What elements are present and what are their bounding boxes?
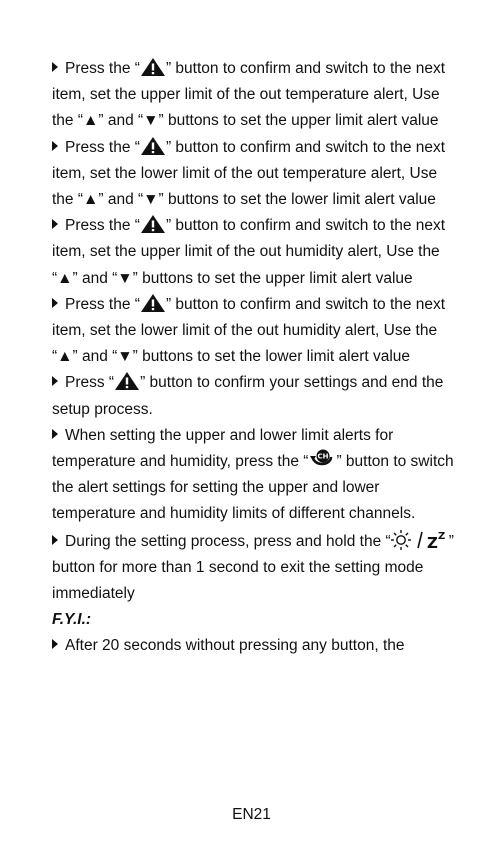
light-snooze-icon (391, 528, 449, 550)
bullet-icon (52, 62, 58, 72)
bullet-icon (52, 376, 58, 386)
bullet-icon (52, 219, 58, 229)
channel-cycle-icon (308, 449, 336, 471)
step-exit-setting (52, 528, 457, 608)
alert-triangle-icon (140, 214, 166, 234)
snooze-z-small: Z (437, 530, 445, 542)
step-lower-humidity (52, 292, 457, 371)
step-text-pre: During the setting process, press and hold the “ (65, 532, 391, 550)
step-text-post: ” button to confirm and switch to the next item, set the lower limit of the out temperature alert, Use the “▲” and “▼” buttons to set the lower limit alert value (52, 138, 446, 209)
step-text-pre: When setting the upper and lower limit alerts for temperature and humidity, press the “ (52, 426, 394, 471)
step-text-post: ” button to confirm and switch to the next item, set the upper limit of the out humidity alert, Use the “▲” and “▼” buttons to set the upper limit alert value (52, 217, 446, 287)
bullet-icon (52, 429, 58, 439)
bullet-icon (52, 639, 58, 649)
alert-triangle-icon (140, 293, 166, 313)
alert-triangle-icon (140, 136, 166, 156)
step-text-pre: Press “ (65, 374, 115, 392)
page-number: EN21 (232, 806, 271, 823)
bullet-icon (52, 535, 58, 545)
channel-label: CH (317, 452, 329, 461)
instruction-page (52, 56, 457, 660)
fyi-label: F.Y.I.: (52, 611, 92, 629)
alert-triangle-icon (114, 371, 140, 391)
step-upper-temp (52, 56, 457, 135)
step-lower-temp (52, 135, 457, 214)
step-text-pre: Press the “ (65, 138, 140, 156)
bullet-icon (52, 141, 58, 151)
step-text-pre: Press the “ (65, 295, 140, 313)
fyi-note (52, 633, 457, 659)
step-text-pre: Press the “ (65, 217, 140, 235)
fyi-text: After 20 seconds without pressing any button, the (65, 637, 405, 655)
step-upper-humidity (52, 213, 457, 292)
step-text-post: ” button to confirm and switch to the next item, set the upper limit of the out temperature alert, Use the “▲” and “▼” buttons to set the upper limit alert value (52, 60, 446, 130)
step-text-post: ” button to confirm your settings and end the setup process. (52, 374, 444, 418)
step-confirm-end (52, 370, 457, 422)
snooze-z-large: Z (426, 533, 438, 550)
step-channel-switch (52, 423, 457, 528)
step-text-post: ” button to switch the alert settings for setting the upper and lower temperature and humidity limits of different channels. (52, 453, 454, 523)
bullet-icon (52, 298, 58, 308)
step-text-post: ” button to confirm and switch to the next item, set the lower limit of the out humidity alert, Use the “▲” and “▼” buttons to set the lower limit alert value (52, 295, 446, 366)
step-text-post: ” button for more than 1 second to exit the setting mode immediately (52, 532, 454, 603)
alert-triangle-icon (140, 57, 166, 77)
step-text-pre: Press the “ (65, 60, 140, 77)
